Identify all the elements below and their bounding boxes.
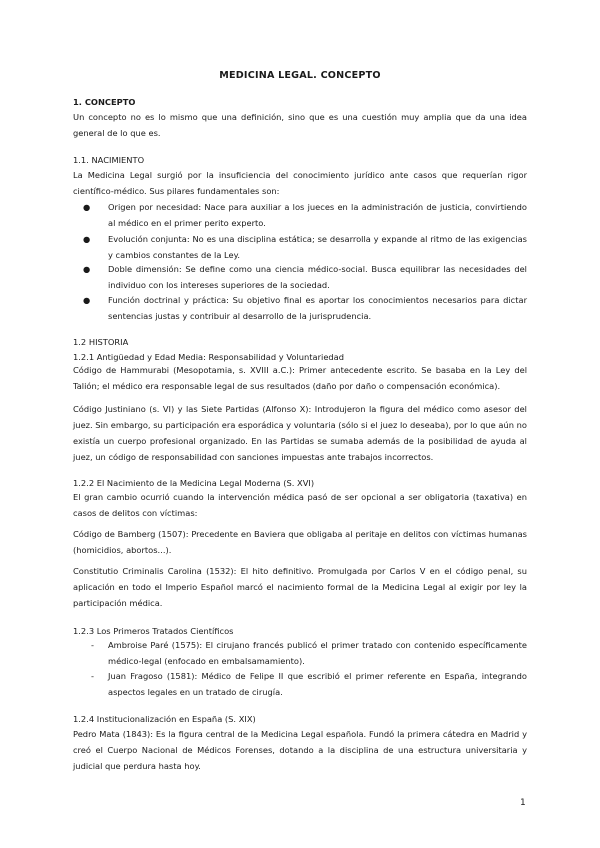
list-item — [83, 231, 527, 263]
dash-icon: - — [91, 671, 94, 681]
dash-icon: - — [91, 640, 94, 650]
section-1-2-2-heading: 1.2.2 El Nacimiento de la Medicina Legal Moderna (S. XVI) — [73, 478, 315, 488]
bullet-icon: ● — [83, 234, 91, 244]
paragraph-hammurabi: Código de Hammurabi (Mesopotamia, s. XVIII a.C.): Primer antecedente escrito. Se basaba en la Ley del Talión; el médico era responsable legal de sus resultados (daño por daño o compensación económica). — [73, 365, 527, 391]
bullet-icon: ● — [83, 295, 91, 305]
paragraph-bamberg: Código de Bamberg (1507): Precedente en Baviera que obligaba al peritaje en delitos con víctimas humanas (homicidios, abortos...). — [73, 529, 527, 555]
list-item-text: Origen por necesidad: Nace para auxiliar a los jueces en la administración de justicia, convirtiendo al médico en el primer perito experto. — [108, 202, 527, 228]
list-item — [83, 292, 527, 324]
section-1-text: Un concepto no es lo mismo que una definición, sino que es una cuestión muy amplia que da una idea general de lo que es. — [73, 112, 527, 138]
section-1-2-1-heading: 1.2.1 Antigüedad y Edad Media: Responsabilidad y Voluntariedad — [73, 352, 345, 362]
document-title: MEDICINA LEGAL. CONCEPTO — [219, 70, 381, 81]
paragraph-pedro-mata: Pedro Mata (1843): Es la figura central de la Medicina Legal española. Fundó la primera cátedra en Madrid y creó el Cuerpo Nacional de Médicos Forenses, dotando a la disciplina de una estructura universitaria y judicial que perdura hasta hoy. — [73, 729, 527, 771]
bullet-icon: ● — [83, 202, 91, 212]
list-item — [83, 668, 527, 700]
list-item — [83, 199, 527, 231]
section-1-2-heading: 1.2 HISTORIA — [73, 337, 129, 347]
page-number: 1 — [520, 798, 526, 808]
section-1-1-intro: La Medicina Legal surgió por la insuficiencia del conocimiento jurídico ante casos que requerían rigor científico-médico. Sus pilares fundamentales son: — [73, 170, 527, 196]
list-item — [83, 637, 527, 669]
section-1-2-4-heading: 1.2.4 Institucionalización en España (S. XIX) — [73, 714, 256, 724]
section-1-1-heading: 1.1. NACIMIENTO — [73, 155, 145, 165]
section-1-heading: 1. CONCEPTO — [73, 97, 136, 107]
list-item-text: Ambroise Paré (1575): El cirujano francés publicó el primer tratado con contenido específicamente médico-legal (enfocado en embalsamamiento). — [108, 640, 527, 666]
bullet-icon: ● — [83, 264, 91, 274]
paragraph-justiniano: Código Justiniano (s. VI) y las Siete Partidas (Alfonso X): Introdujeron la figura del médico como asesor del juez. Sin embargo, su participación era esporádica y voluntaria (sólo si el juez lo deseaba), por lo que aún no existía un cuerpo profesional organizado. En las Partidas se sumaba además de la posibilidad de ayuda al juez, un código de responsabilidad con sanciones impuestas ante trabajos incorrectos. — [73, 404, 527, 462]
list-item — [83, 261, 527, 293]
section-1-2-3-heading: 1.2.3 Los Primeros Tratados Científicos — [73, 626, 234, 636]
list-item-text: Función doctrinal y práctica: Su objetivo final es aportar los conocimientos necesarios para dictar sentencias justas y contribuir al desarrollo de la jurisprudencia. — [108, 295, 527, 321]
list-item-text: Evolución conjunta: No es una disciplina estática; se desarrolla y expande al ritmo de las exigencias y cambios constantes de la Ley. — [108, 234, 527, 260]
paragraph-carolina: Constitutio Criminalis Carolina (1532): El hito definitivo. Promulgada por Carlos V en el código penal, su aplicación en todo el Imperio Español marcó el nacimiento formal de la Medicina Legal al exigir por ley la participación médica. — [73, 566, 527, 608]
paragraph-gran-cambio: El gran cambio ocurrió cuando la intervención médica pasó de ser opcional a ser obligatoria (taxativa) en casos de delitos con víctimas: — [73, 492, 527, 518]
list-item-text: Juan Fragoso (1581): Médico de Felipe II que escribió el primer referente en España, integrando aspectos legales en un tratado de cirugía. — [108, 671, 527, 697]
list-item-text: Doble dimensión: Se define como una ciencia médico-social. Busca equilibrar las necesidades del individuo con los intereses superiores de la sociedad. — [108, 264, 527, 290]
